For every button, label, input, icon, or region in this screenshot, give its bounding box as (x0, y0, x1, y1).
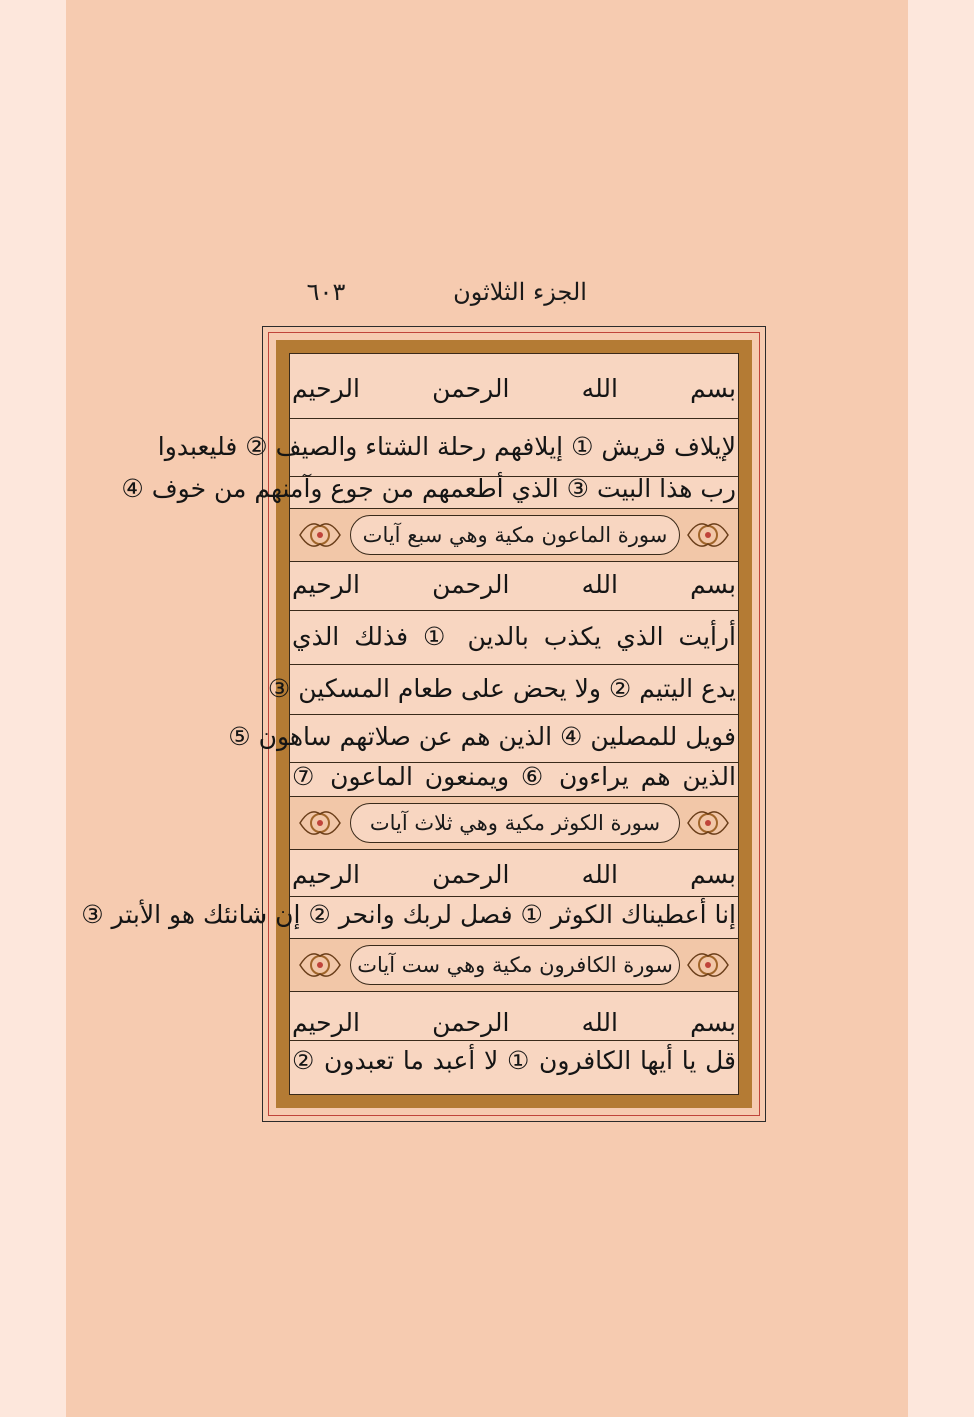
floral-ornament-icon (296, 801, 344, 845)
floral-ornament-icon (296, 943, 344, 987)
text-line: يدع اليتيم ② ولا يحض على طعام المسكين ③ (267, 674, 736, 703)
floral-ornament-icon (684, 513, 732, 557)
floral-ornament-icon (684, 943, 732, 987)
text-line: إنا أعطيناك الكوثر ① فصل لربك وانحر ② إن شانئك هو الأبتر ③ (81, 900, 736, 929)
text-line: أرأيت الذي يكذب بالدين ① فذلك الذي (292, 622, 736, 651)
surah-heading-band (290, 508, 738, 562)
juz-title: الجزء الثلاثون (453, 278, 587, 306)
basmala-kafirun: بسم الله الرحمن الرحيم (292, 1008, 736, 1037)
basmala-kawthar: بسم الله الرحمن الرحيم (292, 860, 736, 889)
text-line: فويل للمصلين ④ الذين هم عن صلاتهم ساهون ⑤ (228, 722, 736, 751)
surah-title-kafirun: سورة الكافرون مكية وهي ست آيات (350, 945, 680, 985)
floral-ornament-icon (684, 801, 732, 845)
surah-title-kawthar: سورة الكوثر مكية وهي ثلاث آيات (350, 803, 680, 843)
page-number: ٦٠٣ (306, 278, 346, 306)
surah-heading-band (290, 938, 738, 992)
text-line: الذين هم يراءون ⑥ ويمنعون الماعون ⑦ (292, 762, 736, 791)
text-line: قل يا أيها الكافرون ① لا أعبد ما تعبدون ② (292, 1046, 736, 1075)
text-line: رب هذا البيت ③ الذي أطعمهم من جوع وآمنهم من خوف ④ (121, 474, 736, 503)
surah-heading-band (290, 796, 738, 850)
floral-ornament-icon (296, 513, 344, 557)
text-line: لإيلاف قريش ① إيلافهم رحلة الشتاء والصيف ② فليعبدوا (157, 432, 736, 461)
basmala-quraysh: بسم الله الرحمن الرحيم (292, 374, 736, 403)
surah-title-maun: سورة الماعون مكية وهي سبع آيات (350, 515, 680, 555)
basmala-maun: بسم الله الرحمن الرحيم (292, 570, 736, 599)
